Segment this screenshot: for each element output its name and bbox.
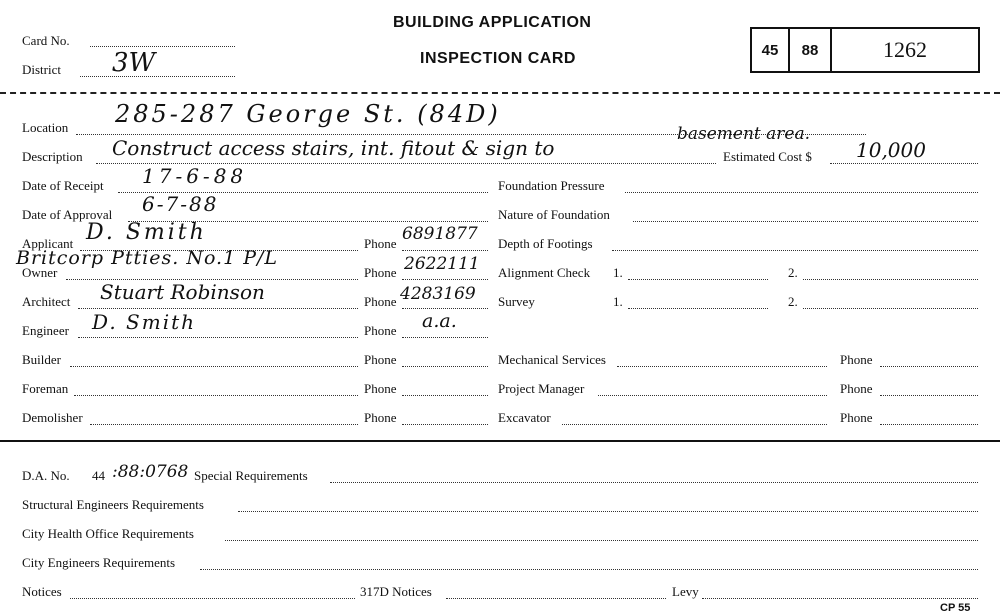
- demolisher-phone-label: Phone: [364, 410, 397, 425]
- location-value: 285-287 George St. (84D): [115, 100, 501, 128]
- excavator-phone-label: Phone: [840, 410, 873, 425]
- demolisher-label: Demolisher: [22, 410, 83, 425]
- levy-line: [702, 598, 978, 599]
- foundation-pressure-line: [625, 192, 978, 193]
- levy-label: Levy: [672, 584, 699, 599]
- da-no-label: D.A. No.: [22, 468, 70, 483]
- owner-phone-line: [402, 279, 488, 280]
- foreman-label: Foreman: [22, 381, 69, 396]
- engineer-phone-label: Phone: [364, 323, 397, 338]
- form-code: CP 55: [940, 602, 971, 614]
- applicant-phone-value: 6891877: [402, 224, 478, 244]
- owner-value: Britcorp Ptties. No.1 P/L: [16, 247, 279, 269]
- description-extra: basement area.: [677, 124, 811, 144]
- builder-phone-label: Phone: [364, 352, 397, 367]
- da-no-value: :88:0768: [112, 462, 189, 482]
- engineer-value: D. Smith: [92, 310, 197, 334]
- card-no-line: [90, 46, 235, 47]
- excavator-line: [562, 424, 827, 425]
- code-cell-1: 45: [752, 29, 790, 71]
- date-approval-label: Date of Approval: [22, 207, 113, 222]
- location-label: Location: [22, 120, 69, 135]
- applicant-label: Applicant: [22, 236, 74, 251]
- foreman-line: [74, 395, 358, 396]
- form-title-line1: BUILDING APPLICATION: [393, 14, 592, 31]
- owner-phone-label: Phone: [364, 265, 397, 280]
- date-receipt-value: 17-6-88: [142, 164, 248, 188]
- applicant-phone-label: Phone: [364, 236, 397, 251]
- foreman-phone-label: Phone: [364, 381, 397, 396]
- district-label: District: [22, 62, 61, 77]
- alignment-check-2: 2.: [788, 265, 798, 280]
- architect-value: Stuart Robinson: [100, 280, 265, 304]
- foundation-pressure-label: Foundation Pressure: [498, 178, 605, 193]
- architect-label: Architect: [22, 294, 71, 309]
- mechanical-services-line: [617, 366, 827, 367]
- notices-label: Notices: [22, 584, 62, 599]
- alignment-check-line-2: [803, 279, 978, 280]
- header-divider: [0, 92, 1000, 94]
- notices-317d-line: [446, 598, 666, 599]
- project-manager-label: Project Manager: [498, 381, 585, 396]
- survey-line-2: [803, 308, 978, 309]
- description-label: Description: [22, 149, 83, 164]
- builder-phone-line: [402, 366, 488, 367]
- description-value: Construct access stairs, int. fitout & sign to: [112, 136, 555, 160]
- depth-footings-label: Depth of Footings: [498, 236, 593, 251]
- nature-foundation-label: Nature of Foundation: [498, 207, 610, 222]
- code-cell-3: 1262: [883, 37, 927, 62]
- architect-phone-value: 4283169: [400, 284, 476, 304]
- demolisher-phone-line: [402, 424, 488, 425]
- mechanical-phone-line: [880, 366, 978, 367]
- code-cell-2: 88: [790, 29, 832, 71]
- engineer-phone-line: [402, 337, 488, 338]
- nature-foundation-line: [633, 221, 978, 222]
- alignment-check-label: Alignment Check: [498, 265, 591, 280]
- survey-1: 1.: [613, 294, 623, 309]
- excavator-label: Excavator: [498, 410, 551, 425]
- district-value: 3W: [112, 48, 156, 78]
- applicant-phone-line: [402, 250, 488, 251]
- date-approval-value: 6-7-88: [142, 192, 219, 216]
- survey-2: 2.: [788, 294, 798, 309]
- depth-footings-line: [612, 250, 978, 251]
- date-receipt-label: Date of Receipt: [22, 178, 104, 193]
- special-requirements-label: Special Requirements: [194, 468, 308, 483]
- architect-phone-line: [402, 308, 488, 309]
- project-manager-line: [598, 395, 827, 396]
- survey-label: Survey: [498, 294, 535, 309]
- card-number-box: [750, 27, 980, 73]
- special-requirements-line: [330, 482, 978, 483]
- foreman-phone-line: [402, 395, 488, 396]
- notices-317d-label: 317D Notices: [360, 584, 432, 599]
- project-manager-phone-label: Phone: [840, 381, 873, 396]
- engineer-label: Engineer: [22, 323, 69, 338]
- card-no-label: Card No.: [22, 33, 70, 48]
- builder-line: [70, 366, 358, 367]
- architect-line: [78, 308, 358, 309]
- notices-line: [70, 598, 355, 599]
- city-health-label: City Health Office Requirements: [22, 526, 194, 541]
- district-line: [80, 76, 235, 77]
- estimated-cost-value: 10,000: [856, 138, 926, 162]
- da-no-prefix: 44: [92, 468, 105, 483]
- builder-label: Builder: [22, 352, 61, 367]
- city-health-line: [225, 540, 978, 541]
- alignment-check-1: 1.: [613, 265, 623, 280]
- architect-phone-label: Phone: [364, 294, 397, 309]
- applicant-value: D. Smith: [86, 220, 207, 245]
- mechanical-services-label: Mechanical Services: [498, 352, 606, 367]
- survey-line-1: [628, 308, 768, 309]
- city-engineers-line: [200, 569, 978, 570]
- estimated-cost-label: Estimated Cost $: [723, 149, 812, 164]
- engineer-phone-value: a.a.: [422, 310, 457, 332]
- structural-engineers-line: [238, 511, 978, 512]
- city-engineers-label: City Engineers Requirements: [22, 555, 176, 570]
- mechanical-phone-label: Phone: [840, 352, 873, 367]
- excavator-phone-line: [880, 424, 978, 425]
- project-manager-phone-line: [880, 395, 978, 396]
- estimated-cost-line: [830, 163, 978, 164]
- demolisher-line: [90, 424, 358, 425]
- alignment-check-line-1: [628, 279, 768, 280]
- form-title-line2: INSPECTION CARD: [420, 50, 576, 67]
- section-divider: [0, 440, 1000, 442]
- engineer-line: [78, 337, 358, 338]
- structural-engineers-label: Structural Engineers Requirements: [22, 497, 204, 512]
- owner-phone-value: 2622111: [404, 254, 480, 274]
- owner-label: Owner: [22, 265, 58, 280]
